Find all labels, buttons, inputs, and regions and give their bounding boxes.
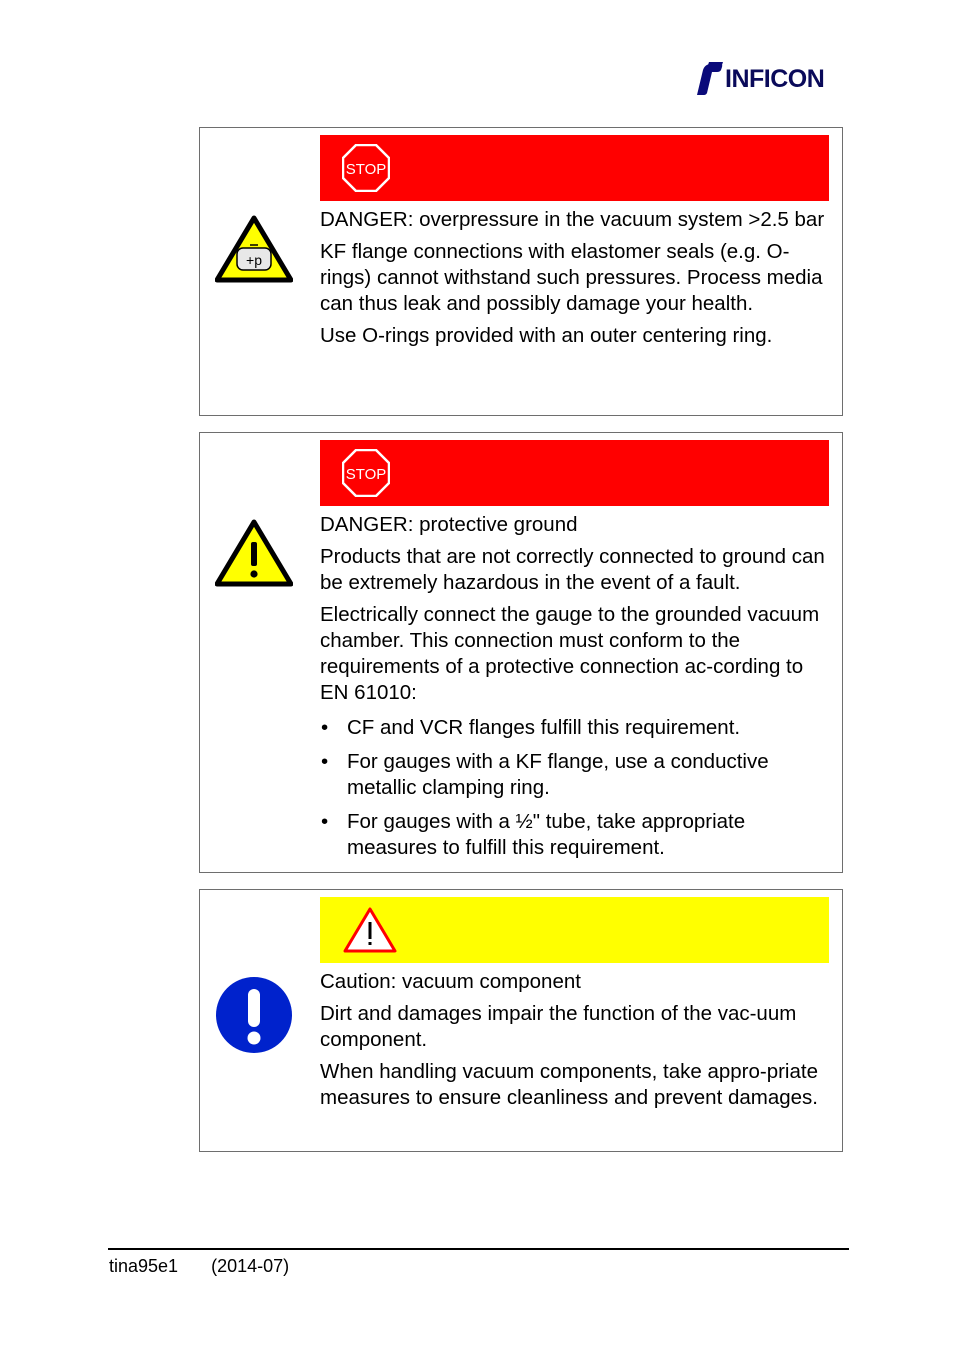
caution-banner [320,897,829,963]
list-item-text: CF and VCR flanges fulfill this requirement. [347,716,741,739]
footer-divider [108,1248,849,1250]
notice-paragraph: Use O-rings provided with an outer centering ring. [320,324,773,347]
overpressure-label: +p [246,252,262,268]
bullet-glyph: • [321,750,329,773]
caution-triangle-icon [342,906,398,954]
notice-body [320,207,832,355]
list-item [320,749,832,801]
list-item-text: For gauges with a KF flange, use a conductive metallic clamping ring. [347,750,769,799]
overpressure-warning-icon [215,214,293,292]
notice-body [320,969,832,1117]
notice-paragraph: Electrically connect the gauge to the grounded vacuum chamber. This connection must conform to the requirements of a protective connection ac-cording to EN 61010: [320,603,820,704]
notice-overpressure [199,127,843,416]
notice-paragraph: Dirt and damages impair the function of the vac-uum component. [320,1002,797,1051]
requirement-list [320,715,832,861]
stop-sign-text: STOP [345,466,387,483]
danger-banner [320,440,829,506]
notice-vacuum-component [199,889,843,1152]
list-item-text: For gauges with a ½" tube, take appropriate measures to fulfill this requirement. [347,810,746,859]
danger-banner [320,135,829,201]
inficon-logo [694,62,846,96]
notice-paragraph: When handling vacuum components, take appro-priate measures to ensure cleanliness and prevent damages. [320,1060,818,1109]
document-id: tina95e1 [109,1256,179,1276]
mandatory-action-icon [215,976,293,1054]
footer [109,1256,289,1277]
notice-title: Caution: vacuum component [320,970,581,993]
notice-paragraph: Products that are not correctly connected to ground can be extremely hazardous in the event of a fault. [320,545,825,594]
notice-protective-ground [199,432,843,873]
general-warning-icon [215,518,293,596]
list-item [320,809,832,861]
list-item [320,715,832,741]
stop-sign-text: STOP [345,161,387,178]
document-date: (2014-07) [211,1256,290,1276]
stop-sign-icon [342,449,390,497]
notice-paragraph: KF flange connections with elastomer seals (e.g. O-rings) cannot withstand such pressures. Process media can thus leak and possibly damage your health. [320,240,823,315]
brand-name: INFICON [725,64,825,93]
stop-sign-icon [342,144,390,192]
inficon-logo-mark-icon [694,62,724,96]
notice-title: DANGER: protective ground [320,513,578,536]
notice-title: DANGER: overpressure in the vacuum system >2.5 bar [320,208,825,231]
bullet-glyph: • [321,716,329,739]
notice-body [320,512,832,869]
bullet-glyph: • [321,810,329,833]
